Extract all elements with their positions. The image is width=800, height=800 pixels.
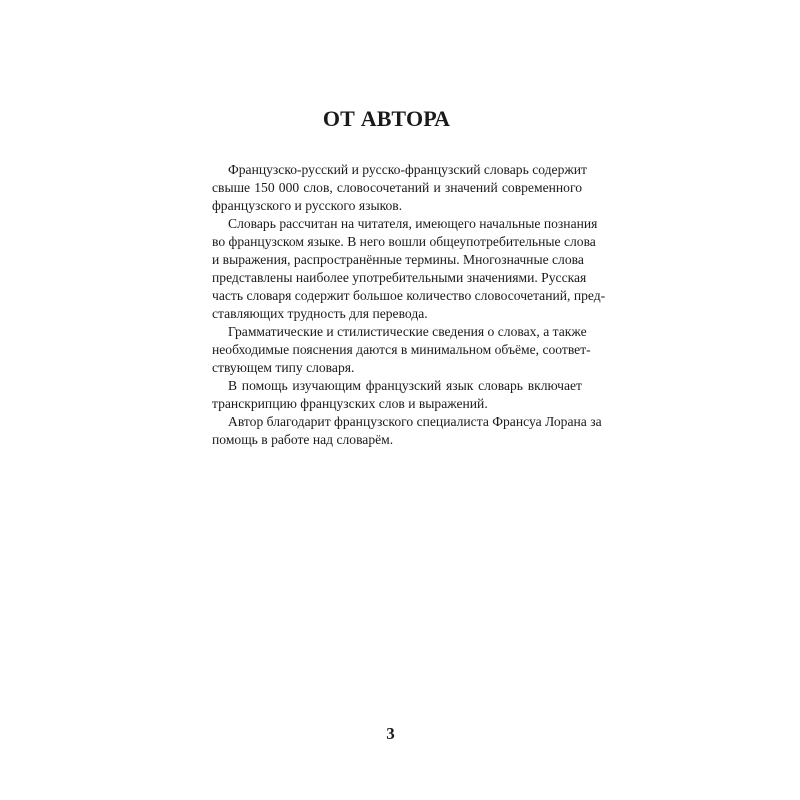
text-line: французского и русского языков. (212, 198, 403, 213)
text-line: Грамматические и стилистические сведения о словах, а также (228, 324, 587, 339)
text-line: ствующем типу словаря. (212, 360, 355, 375)
paragraph (212, 323, 591, 377)
text-line: необходимые пояснения даются в минимальном объёме, соответ- (212, 342, 591, 357)
text-line: Словарь рассчитан на читателя, имеющего начальные познания (228, 216, 598, 231)
page-title: ОТ АВТОРА (322, 106, 451, 131)
text-line: свыше 150 000 слов, словосочетаний и значений современного (212, 180, 582, 195)
paragraph (212, 413, 602, 449)
text-line: и выражения, распространённые термины. Многозначные слова (212, 252, 584, 267)
paragraph (212, 215, 606, 323)
paragraph (212, 377, 582, 413)
text-line: представлены наиболее употребительными значениями. Русская (212, 270, 587, 285)
text-line: Французско-русский и русско-французский словарь содержит (228, 162, 587, 177)
body-text (212, 161, 606, 449)
paragraph (212, 161, 587, 215)
text-line: ставляющих трудность для перевода. (212, 306, 428, 321)
page-number: 3 (386, 724, 395, 743)
text-line: помощь в работе над словарём. (212, 432, 394, 447)
text-line: Автор благодарит французского специалиста Франсуа Лорана за (228, 414, 602, 429)
text-line: часть словаря содержит большое количество словосочетаний, пред- (212, 288, 606, 303)
text-line: во французском языке. В него вошли общеупотребительные слова (212, 234, 596, 249)
text-line: В помощь изучающим французский язык словарь включает (228, 378, 582, 393)
text-line: транскрипцию французских слов и выражений. (212, 396, 488, 411)
